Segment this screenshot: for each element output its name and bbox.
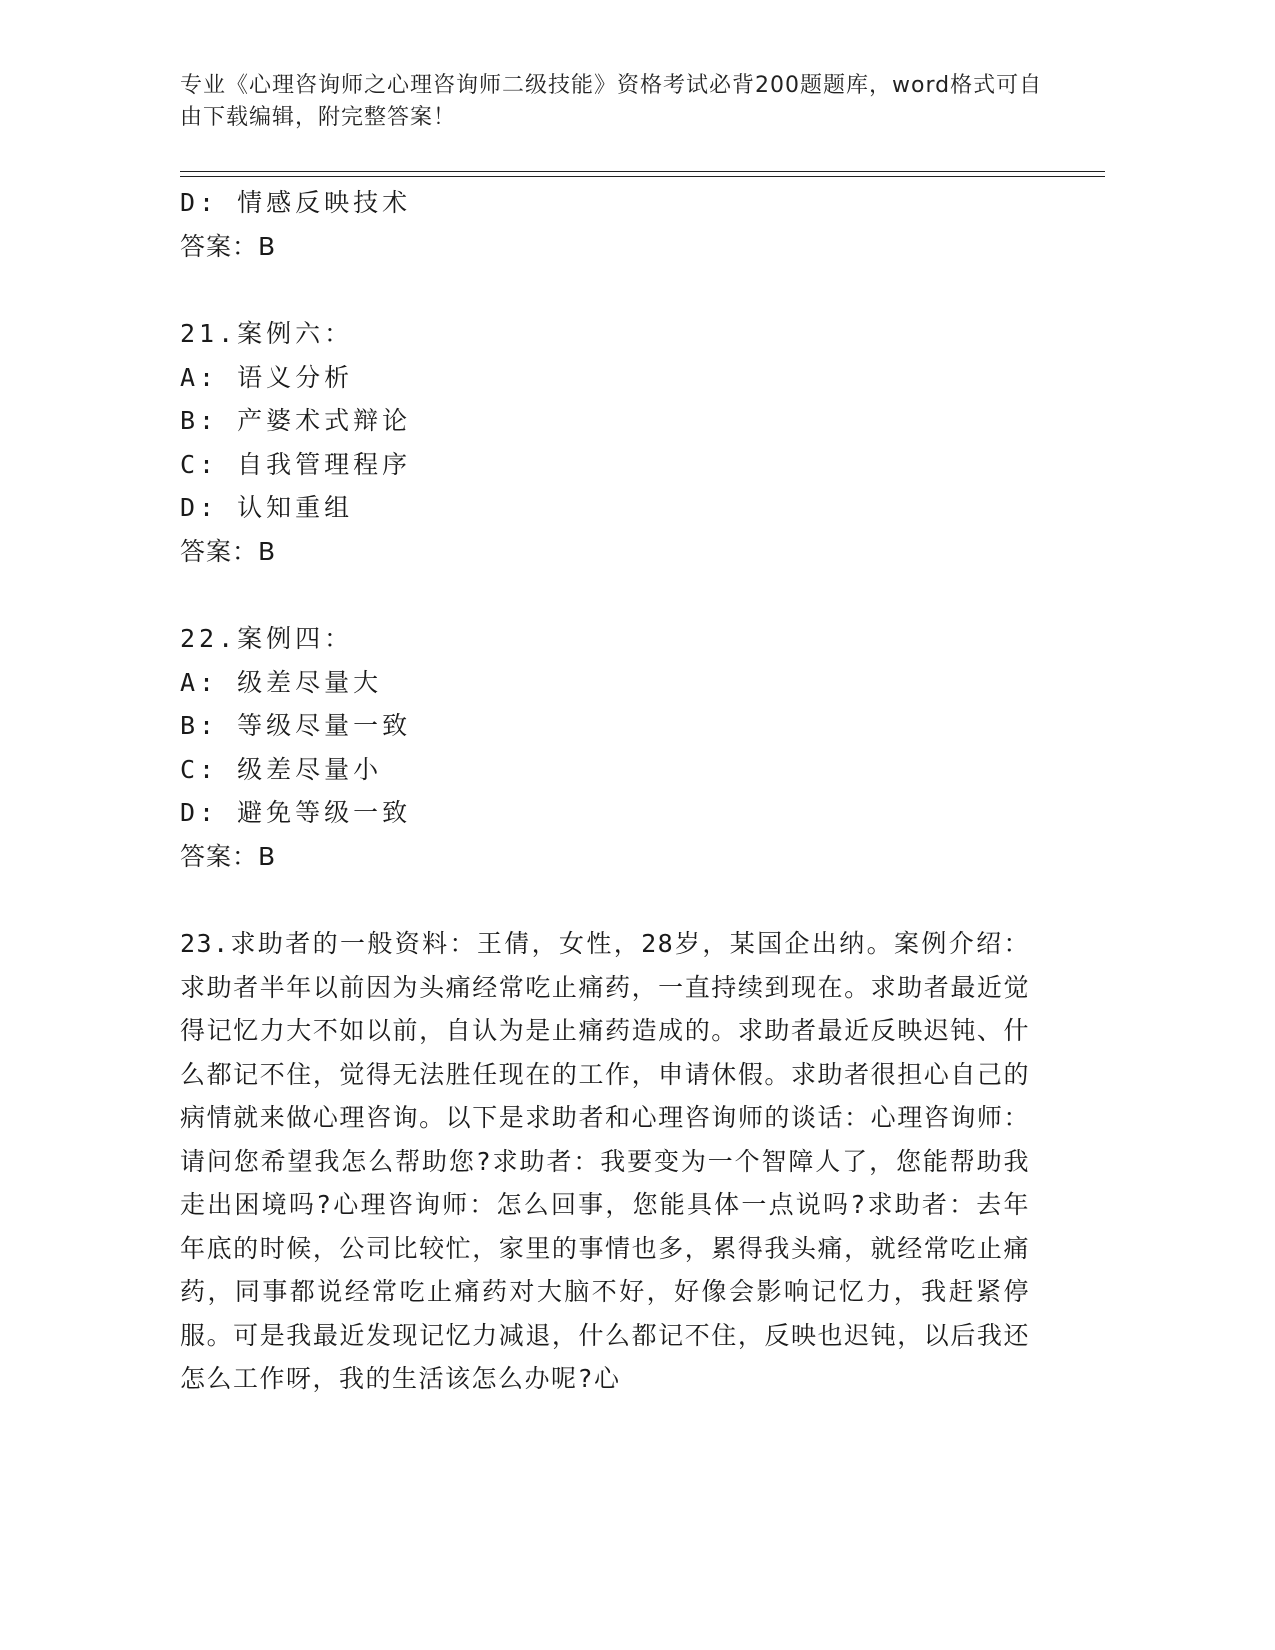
spacer	[180, 573, 1030, 617]
q21-option-a: A: 语义分析	[180, 362, 354, 392]
q21-option-b: B: 产婆术式辩论	[180, 406, 412, 435]
q21-option-d: D: 认知重组	[180, 493, 354, 522]
q22-option-b: B: 等级尽量一致	[180, 711, 412, 740]
q21-option-c: C: 自我管理程序	[180, 449, 412, 479]
page-header: 专业《心理咨询师之心理咨询师二级技能》资格考试必背200题题库，word格式可自由下载编辑，附完整答案！	[180, 73, 1043, 130]
q21-stem: 21.案例六：	[180, 319, 354, 348]
q23-paragraph: 23.求助者的一般资料：王倩，女性，28岁，某国企出纳。案例介绍：求助者半年以前因为头痛经常吃止痛药，一直持续到现在。求助者最近觉得记忆力大不如以前，自认为是止痛药造成的。求助者最近反映迟钝、什么都记不住，觉得无法胜任现在的工作，申请休假。求助者很担心自己的病情就来做心理咨询。以下是求助者和心理咨询师的谈话：心理咨询师：请问您希望我怎么帮助您?求助者：我要变为一个智障人了，您能帮助我走出困境吗?心理咨询师：怎么回事，您能具体一点说吗?求助者：去年年底的时候，公司比较忙，家里的事情也多，累得我头痛，就经常吃止痛药，同事都说经常吃止痛药对大脑不好，好像会影响记忆力，我赶紧停服。可是我最近发现记忆力减退，什么都记不住，反映也迟钝，以后我还怎么工作呀，我的生活该怎么办呢?心	[180, 929, 1030, 1393]
q22-option-c: C: 级差尽量小	[180, 754, 383, 784]
q22-option-d: D: 避免等级一致	[180, 798, 412, 827]
q21-answer: 答案：B	[180, 536, 277, 566]
prev-option-d: D: 情感反映技术	[180, 188, 412, 217]
q22-option-a: A: 级差尽量大	[180, 667, 383, 697]
prev-answer: 答案：B	[180, 231, 277, 261]
header-rule-top	[180, 171, 1105, 172]
spacer	[180, 268, 1030, 312]
header-rule-bottom	[180, 176, 1105, 177]
q22-answer: 答案：B	[180, 841, 277, 871]
spacer	[180, 878, 1030, 922]
document-body	[180, 181, 1030, 1401]
q22-stem: 22.案例四：	[180, 624, 354, 653]
